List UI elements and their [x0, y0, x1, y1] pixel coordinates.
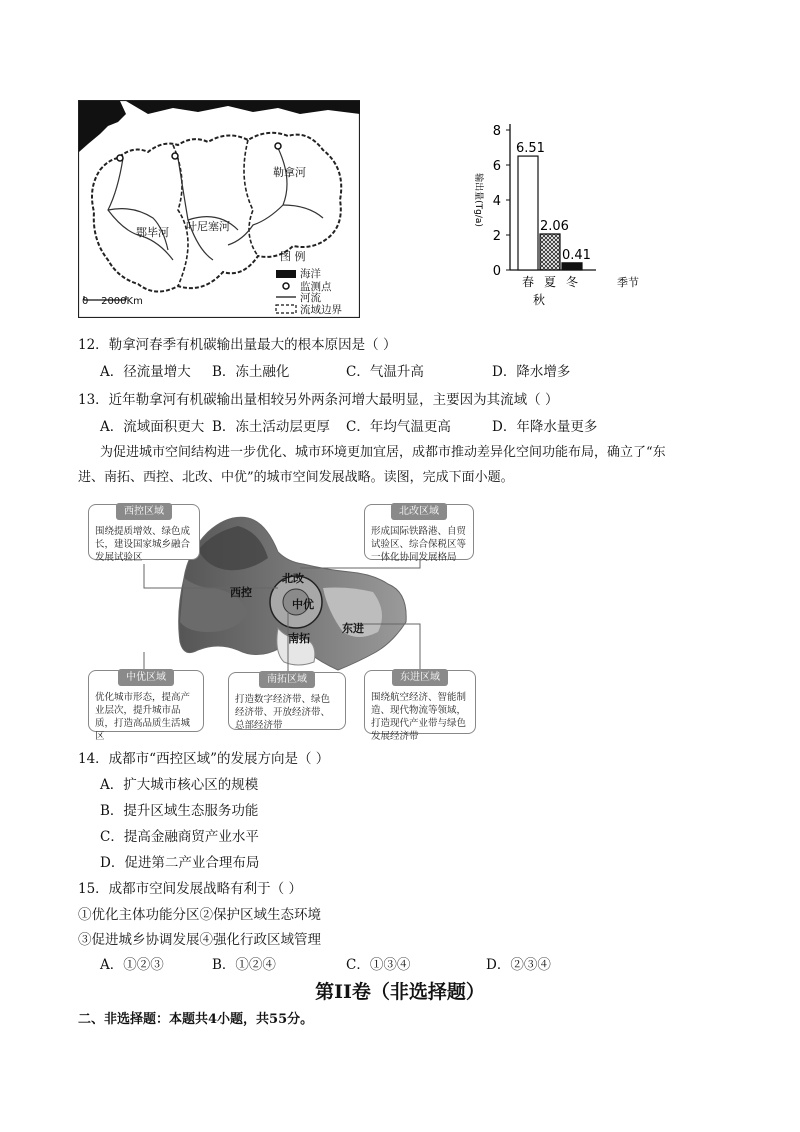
callout-tag: 北改区域: [391, 503, 447, 520]
q14-option-d[interactable]: D．促进第二产业合理布局: [100, 855, 260, 871]
callout-center-optimize: [88, 670, 204, 742]
q12-option-a[interactable]: A．径流量增大: [100, 364, 191, 380]
river-basin-map: [78, 100, 360, 318]
q15-option-d[interactable]: D．②③④: [486, 957, 551, 973]
y-tick-label: 0: [492, 264, 501, 279]
callout-south-expand: [228, 672, 346, 730]
x-tick-label: 春: [521, 275, 535, 289]
bar-夏: [540, 234, 560, 270]
y-tick-label: 4: [492, 194, 501, 209]
q14-option-c[interactable]: C．提高金融商贸产业水平: [100, 829, 259, 845]
y-tick-label: 6: [492, 159, 501, 174]
q12-option-d[interactable]: D．降水增多: [492, 364, 571, 380]
q15-option-b[interactable]: B．①②④: [212, 957, 276, 973]
callout-west-control: [88, 504, 200, 563]
callout-north-reform: [364, 504, 474, 563]
q13-option-d[interactable]: D．年降水量更多: [492, 419, 598, 435]
callout-tag: 西控区域: [116, 503, 172, 520]
q12-option-b[interactable]: B．冻土融化: [212, 364, 290, 380]
q12-stem: 12．勒拿河春季有机碳输出量最大的根本原因是（ ）: [78, 337, 397, 353]
x-tick-label: 夏: [543, 275, 557, 289]
chengdu-strategy-map: [88, 492, 476, 742]
callout-text: 形成国际铁路港、自贸试验区、综合保税区等一体化协同发展格局: [371, 526, 467, 563]
x-tick-label: 冬: [565, 275, 579, 289]
scale-label: 0 2000Km: [82, 296, 143, 307]
bar-value-label: 6.51: [516, 141, 545, 157]
q14-option-b[interactable]: B．提升区域生态服务功能: [100, 803, 259, 819]
intro-line-1: 为促进城市空间结构进一步优化、城市环境更加宜居，成都市推动差异化空间功能布局，确立了“东: [100, 445, 666, 460]
q15-statement-line-1: ①优化主体功能分区②保护区域生态环境: [78, 907, 321, 923]
callout-text: 优化城市形态，提高产业层次，提升城市品质，打造高品质生活城区: [95, 692, 191, 742]
callout-tag: 东进区域: [392, 669, 448, 686]
callout-text: 打造数字经济带、绿色经济带、开放经济带、总部经济带: [235, 694, 331, 731]
legend-monitoring-point: 监测点: [300, 281, 332, 293]
y-tick-label: 2: [492, 229, 501, 244]
q13-option-c[interactable]: C．年均气温更高: [346, 419, 451, 435]
river-label-yenisei: 叶尼塞河: [186, 220, 230, 233]
y-axis-label: 输出量(Tg/a): [473, 173, 483, 227]
q13-stem: 13．近年勒拿河有机碳输出量相较另外两条河增大最明显，主要因为其流域（ ）: [78, 392, 559, 408]
section-subtitle: 二、非选择题：本题共4小题，共55分。: [78, 1012, 314, 1027]
q12-option-c[interactable]: C．气温升高: [346, 364, 424, 380]
q14-option-a[interactable]: A．扩大城市核心区的规模: [100, 777, 259, 793]
y-tick-label: 8: [492, 124, 501, 139]
bar-chart-svg: [462, 118, 642, 318]
label-center-optimize: 中优: [292, 598, 314, 611]
callout-east-advance: [364, 670, 476, 742]
callout-tag: 南拓区域: [259, 671, 315, 688]
x-axis-label: 季节: [617, 276, 639, 289]
bar-value-label: 2.06: [540, 218, 569, 234]
river-label-lena: 勒拿河: [273, 166, 306, 179]
bar-冬: [562, 263, 582, 270]
label-north-reform: 北改: [282, 572, 304, 585]
q15-stem: 15．成都市空间发展战略有利于（ ）: [78, 881, 302, 897]
bar-value-label: 0.41: [562, 247, 591, 263]
q15-option-a[interactable]: A．①②③: [100, 957, 164, 973]
organic-carbon-bar-chart: [462, 118, 642, 318]
legend-title: 图 例: [280, 250, 306, 263]
label-east-advance: 东进: [342, 622, 364, 635]
q15-statement-line-2: ③促进城乡协调发展④强化行政区域管理: [78, 932, 321, 948]
label-west-control: 西控: [230, 586, 252, 599]
intro-line-2: 进、南拓、西控、北改、中优”的城市空间发展战略。读图，完成下面小题。: [78, 470, 514, 485]
label-south-expand: 南拓: [288, 632, 310, 645]
x-tick-label: 秋: [532, 293, 546, 307]
q14-stem: 14．成都市“西控区域”的发展方向是（ ）: [78, 751, 330, 767]
section-title: 第II卷（非选择题）: [315, 981, 485, 1003]
legend-river: 河流: [300, 292, 321, 304]
callout-text: 围绕航空经济、智能制造、现代物流等领域，打造现代产业带与绿色发展经济带: [371, 692, 467, 742]
bar-春: [518, 156, 538, 270]
q13-option-a[interactable]: A．流域面积更大: [100, 419, 205, 435]
callout-tag: 中优区域: [118, 669, 174, 686]
q15-option-c[interactable]: C．①③④: [346, 957, 411, 973]
callout-text: 围绕提质增效、绿色成长，建设国家城乡融合发展试验区: [95, 526, 191, 563]
q13-option-b[interactable]: B．冻土活动层更厚: [212, 419, 330, 435]
river-label-ob: 鄂毕河: [136, 226, 169, 239]
legend-ocean: 海洋: [300, 268, 321, 280]
legend-basin-boundary: 流域边界: [300, 304, 342, 316]
